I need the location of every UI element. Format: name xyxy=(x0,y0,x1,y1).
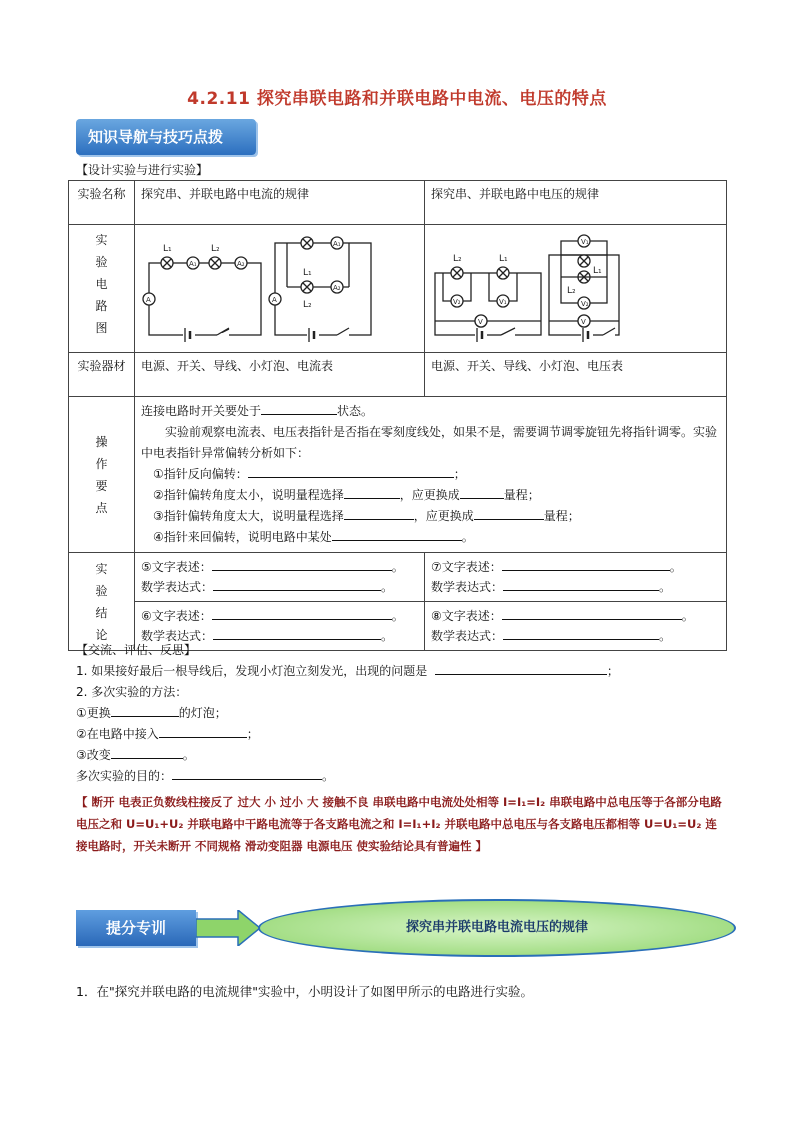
row-head-operation: 操 作 要 点 xyxy=(69,397,135,553)
section-tag-practice: 提分专训 xyxy=(76,910,196,946)
label-l2: L₂ xyxy=(211,244,220,254)
voltage-circuit-svg xyxy=(431,229,721,347)
svg-text:V₂: V₂ xyxy=(453,298,461,306)
svg-text:V: V xyxy=(581,318,586,326)
svg-text:A₁: A₁ xyxy=(333,240,341,248)
label-l1: L₁ xyxy=(163,244,172,254)
svg-text:L₁: L₁ xyxy=(593,266,602,276)
conclusion-8: ⑧文字表述： 。 数学表达式： 。 xyxy=(425,602,727,651)
label-a2: A₂ xyxy=(237,260,245,268)
cell-name-current: 探究串、并联电路中电流的规律 xyxy=(135,181,425,225)
svg-text:A₂: A₂ xyxy=(333,284,341,292)
voltage-circuit-diagrams xyxy=(425,225,727,353)
label-a: A xyxy=(146,296,151,304)
answer-key: 【 断开 电表正负数线柱接反了 过大 小 过小 大 接触不良 串联电路中电流处处相等 I=I₁=I₂ 串联电路中总电压等于各部分电路电压之和 U=U₁+U₂ 并联电路中干路电流等于各支路电流之和 I=I₁+I₂ 并联电路中总电压与各支路电压都相等 U=U₁=U₂ 连接电路时，开关未断开 不同规格 滑动变阻器 电源电压 使实验结论具有普遍性 】 xyxy=(76,795,722,853)
row-head-circuit: 实 验 电 路 图 xyxy=(69,225,135,353)
svg-text:V₁: V₁ xyxy=(581,238,589,246)
question-1: 1．在"探究并联电路的电流规律"实验中，小明设计了如图甲所示的电路进行实验。 xyxy=(76,984,533,999)
experiment-table xyxy=(68,180,727,651)
svg-text:V: V xyxy=(478,318,483,326)
svg-text:L₂: L₂ xyxy=(453,254,462,264)
cell-equipment-voltage: 电源、开关、导线、小灯泡、电压表 xyxy=(425,353,727,397)
section-tag-knowledge: 知识导航与技巧点拨 xyxy=(76,119,256,155)
svg-text:A: A xyxy=(272,296,277,304)
operation-points: 连接电路时开关要处于 状态。 实验前观察电流表、电压表指针是否指在零刻度线处，如果不是，需要调节调零旋钮先将指针调零。实验中电表指针异常偏转分析如下： ①指针反向偏转： ； ②指针偏转角度太小，说明量程选择 ，应更换成 量程； ③指针偏转角度太大，说明量程选择 ，应更换成 量程； ④指针来回偏转，说明电路中某处 。 xyxy=(135,397,727,553)
svg-text:L₁: L₁ xyxy=(303,268,312,278)
row-head-conclusion: 实 验 结 论 xyxy=(69,553,135,651)
cell-name-voltage: 探究串、并联电路中电压的规律 xyxy=(425,181,727,225)
svg-text:V₂: V₂ xyxy=(581,300,589,308)
row-head-name: 实验名称 xyxy=(69,181,135,225)
svg-text:L₁: L₁ xyxy=(499,254,508,264)
exchange-section: 【交流、评估、反思】 1. 如果接好最后一根导线后，发现小灯泡立刻发光，出现的问题是 ； 2. 多次实验的方法： ①更换 的灯泡； ②在电路中接入 ； ③改变 。 多次实验的目的： 。 xyxy=(76,643,619,783)
conclusion-7: ⑦文字表述： 。 数学表达式： 。 xyxy=(425,553,727,602)
arrow-icon xyxy=(196,910,262,946)
design-label: 【设计实验与进行实验】 xyxy=(76,163,209,177)
svg-text:V₁: V₁ xyxy=(499,298,507,306)
cell-equipment-current: 电源、开关、导线、小灯泡、电流表 xyxy=(135,353,425,397)
svg-text:L₂: L₂ xyxy=(567,286,576,296)
svg-text:L₂: L₂ xyxy=(303,300,312,310)
conclusion-5: ⑤文字表述： 。 数学表达式： 。 xyxy=(135,553,425,602)
current-circuit-svg xyxy=(141,229,419,347)
label-a1: A₁ xyxy=(189,260,197,268)
row-head-equipment: 实验器材 xyxy=(69,353,135,397)
topic-oval: 探究串并联电路电流电压的规律 xyxy=(258,899,736,957)
conclusion-6: ⑥文字表述： 。 数学表达式： 。 xyxy=(135,602,425,651)
current-circuit-diagrams xyxy=(135,225,425,353)
page-title: 4.2.11 探究串联电路和并联电路中电流、电压的特点 xyxy=(187,89,607,109)
